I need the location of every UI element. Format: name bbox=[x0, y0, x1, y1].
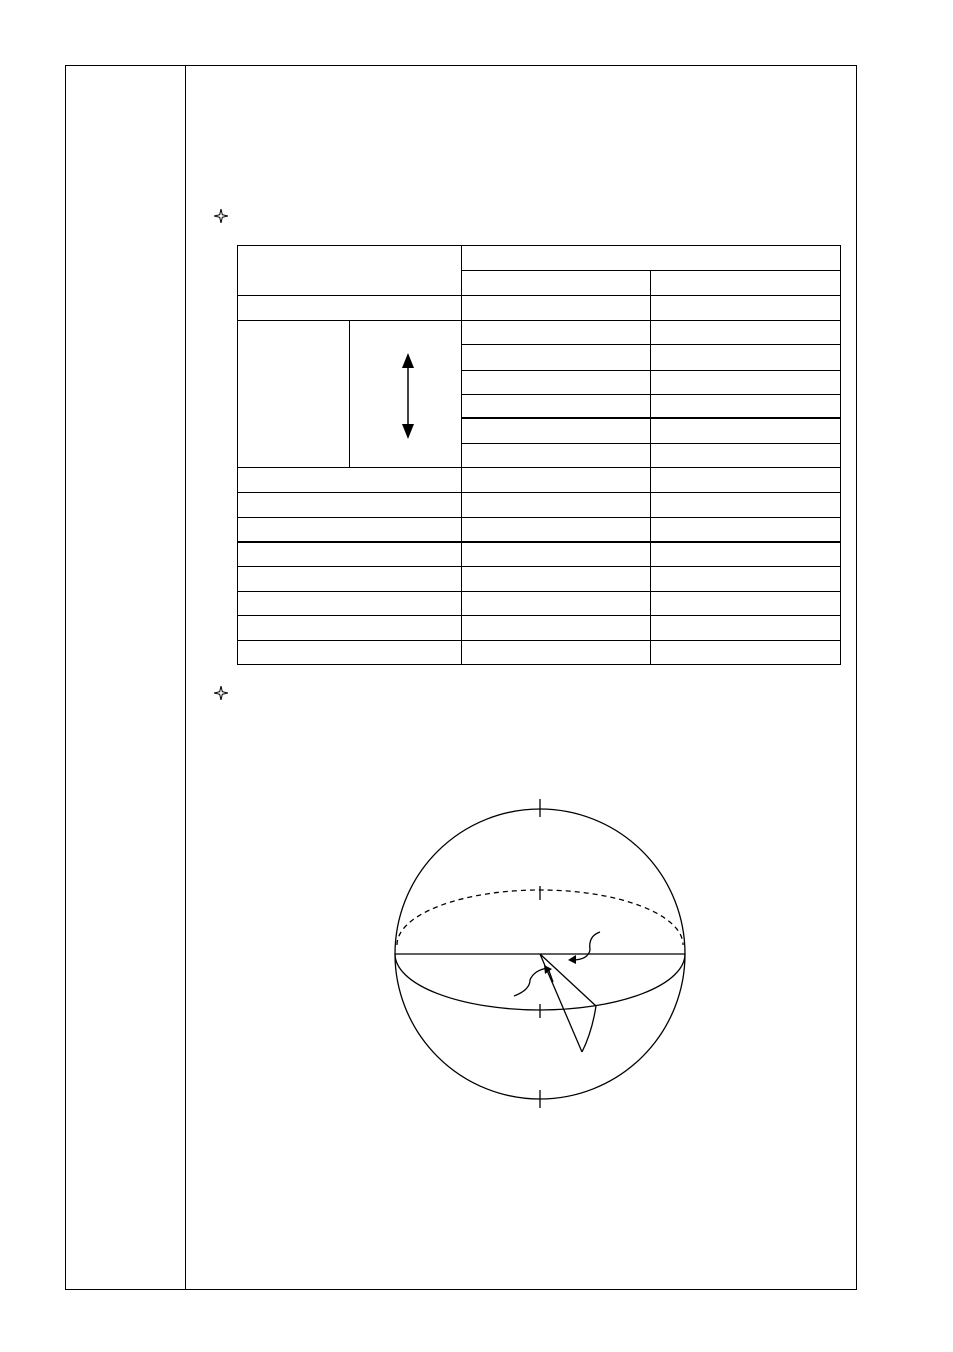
leader-curve-upper bbox=[572, 932, 600, 960]
table-cell bbox=[651, 418, 841, 443]
table-row bbox=[238, 468, 841, 493]
table-cell bbox=[462, 444, 651, 468]
table-cell bbox=[238, 542, 462, 566]
table-header-cell bbox=[462, 271, 651, 296]
table-cell bbox=[462, 615, 651, 640]
four-point-star-icon bbox=[214, 209, 228, 223]
table-cell bbox=[651, 493, 841, 517]
table-cell bbox=[651, 370, 841, 394]
table-cell bbox=[651, 566, 841, 591]
table-cell bbox=[651, 640, 841, 664]
table-cell bbox=[350, 321, 462, 468]
equator-front bbox=[395, 954, 685, 1010]
table-row bbox=[238, 493, 841, 517]
four-point-star-icon bbox=[214, 686, 228, 700]
vertical-double-arrow-icon bbox=[350, 321, 462, 467]
table-row bbox=[238, 517, 841, 542]
table-cell bbox=[651, 394, 841, 418]
table-cell bbox=[651, 321, 841, 345]
table-row bbox=[238, 615, 841, 640]
table-cell bbox=[462, 468, 651, 493]
specification-table bbox=[237, 245, 841, 665]
table-cell bbox=[238, 640, 462, 664]
table-cell bbox=[462, 370, 651, 394]
table-cell bbox=[462, 296, 651, 321]
table-cell bbox=[462, 345, 651, 370]
table-header-cell bbox=[462, 246, 841, 271]
table-cell bbox=[651, 542, 841, 566]
table-cell bbox=[462, 493, 651, 517]
table-row bbox=[238, 591, 841, 615]
table-header-cell bbox=[651, 271, 841, 296]
table-cell bbox=[651, 517, 841, 542]
table-row bbox=[238, 246, 841, 271]
table-cell bbox=[462, 640, 651, 664]
table-row bbox=[238, 542, 841, 566]
table-cell bbox=[651, 345, 841, 370]
radius-line-right bbox=[540, 954, 596, 1006]
meridian-arc bbox=[582, 1006, 596, 1052]
sphere-diagram bbox=[380, 795, 700, 1115]
table-cell bbox=[651, 591, 841, 615]
table-cell bbox=[462, 321, 651, 345]
arrowhead-upper bbox=[568, 955, 576, 964]
table-row bbox=[238, 640, 841, 664]
table-cell bbox=[462, 418, 651, 443]
left-column-divider bbox=[185, 65, 186, 1290]
table-row bbox=[238, 321, 841, 345]
table-cell bbox=[238, 517, 462, 542]
table-cell bbox=[238, 296, 462, 321]
table-cell bbox=[651, 444, 841, 468]
table-cell bbox=[238, 615, 462, 640]
table-cell bbox=[651, 296, 841, 321]
table-cell bbox=[238, 321, 350, 468]
table-header-cell bbox=[238, 246, 462, 296]
table-cell bbox=[462, 394, 651, 418]
table-cell bbox=[238, 468, 462, 493]
table-cell bbox=[462, 591, 651, 615]
table-row bbox=[238, 296, 841, 321]
table-cell bbox=[238, 566, 462, 591]
table-cell bbox=[462, 517, 651, 542]
table-cell bbox=[462, 542, 651, 566]
table-row bbox=[238, 566, 841, 591]
table-cell bbox=[651, 468, 841, 493]
table-cell bbox=[462, 566, 651, 591]
table-cell bbox=[238, 591, 462, 615]
table-cell bbox=[651, 615, 841, 640]
table-cell bbox=[238, 493, 462, 517]
leader-curve-lower bbox=[514, 968, 548, 996]
